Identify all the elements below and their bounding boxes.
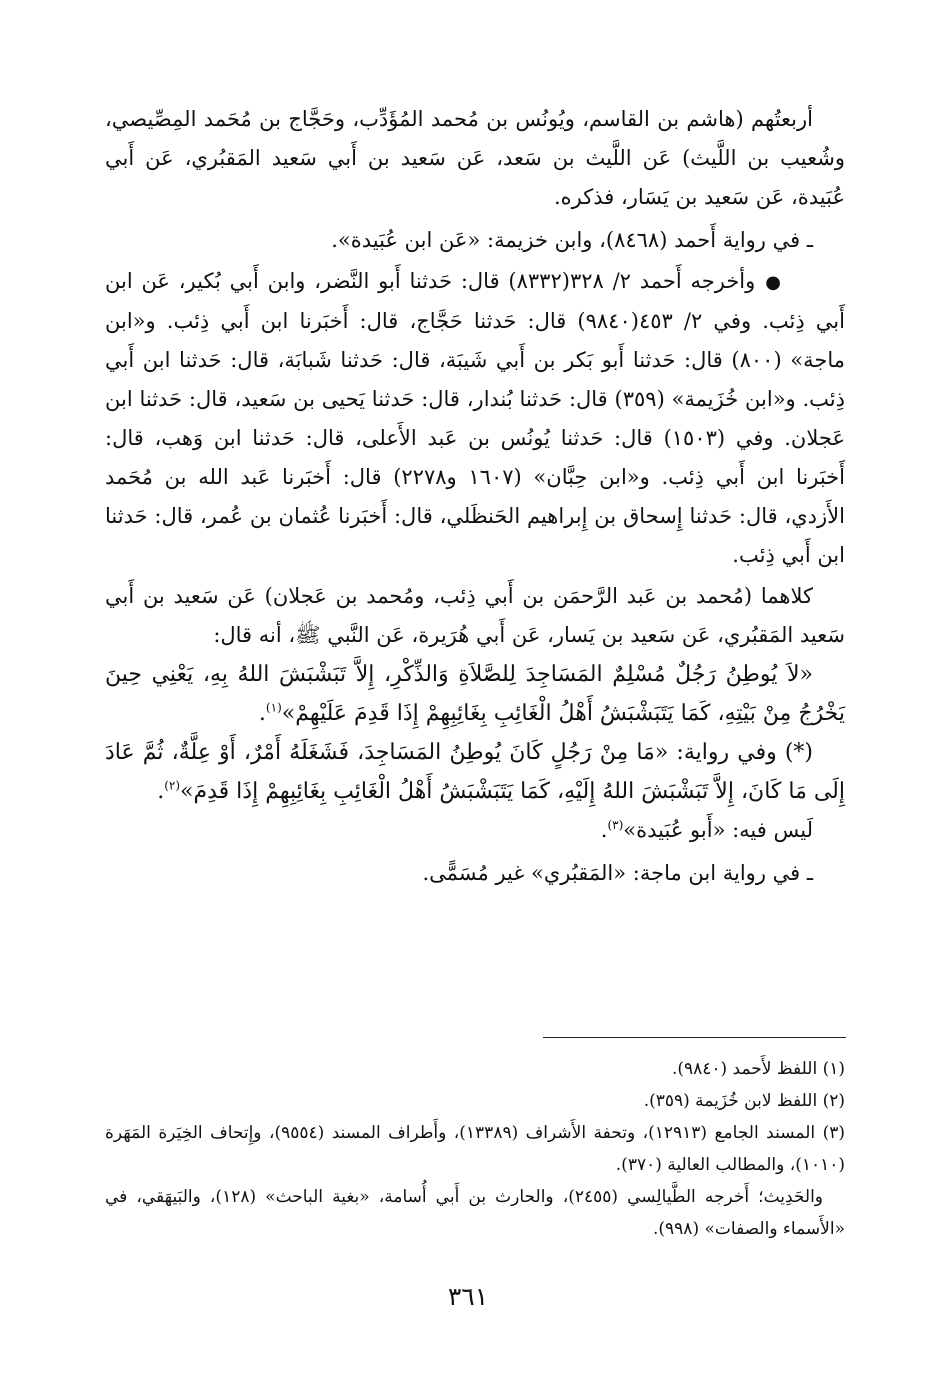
bullet-icon: ●: [765, 272, 781, 293]
paragraph-ibn-majah-variant: ـ في رواية ابن ماجة: «المَقبُري» غير مُسَمًّى.: [422, 861, 813, 885]
footnote-separator: [543, 1037, 846, 1038]
main-text: [105, 100, 845, 893]
footnote-ref-3: (٣): [607, 818, 624, 832]
paragraph-takhrij-text: وأخرجه أَحمد ٢/ ٣٢٨(٨٣٣٢) قال: حَدثنا أَبو النَّضر، وابن أَبي بُكير، عَن ابن أَبي ذِئب. وفي ٢/ ٤٥٣(٩٨٤٠) قال: حَدثنا حَجَّاج، قال: أَخبَرنا ابن أَبي ذِئب. و«ابن ماجة» (٨٠٠) قال: حَدثنا أَبو بَكر بن أَبي شَيبَة، قال: حَدثنا شَبابَة، قال: حَدثنا ابن أَبي ذِئب. و«ابن خُزَيمة» (٣٥٩) قال: حَدثنا بُندار، قال: حَدثنا يَحيى بن سَعيد، قال: حَدثنا ابن عَجلان. وفي (١٥٠٣) قال: حَدثنا يُونُس بن عَبد الأَعلى، قال: حَدثنا ابن وَهب، قال: أَخبَرنا ابن أَبي ذِئب. و«ابن حِبَّان» (١٦٠٧ و٢٢٧٨) قال: أَخبَرنا عَبد الله بن مُحَمد الأَزدي، قال: حَدثنا إِسحاق بن إِبراهيم الحَنظَلي، قال: أَخبَرنا عُثمان بن عُمر، قال: حَدثنا ابن أَبي ذِئب.: [105, 269, 845, 567]
footnotes: [105, 1053, 845, 1245]
footnote-ref-2: (٢): [164, 778, 181, 793]
other-narration-period: .: [157, 779, 165, 804]
footnote-3-continuation: والحَدِيث؛ أَخرجه الطَّيالِسي (٢٤٥٥)، والحارث بن أَبي أُسامة، «بغية الباحث» (١٢٨)، والبَيهَقي، في «الأَسماء والصفات» (٩٩٨).: [105, 1187, 845, 1239]
paragraph-not-included: [105, 811, 845, 850]
paragraph-chain: أربعتُهم (هاشم بن القاسم، ويُونُس بن مُحمد المُؤَدِّب، وحَجَّاج بن مُحَمد المِصِّيصي، وشُعيب بن اللَّيث) عَن اللَّيث بن سَعد، عَن سَعيد بن أَبي سَعيد المَقبُري، عَن أَبي عُبَيدة، عَن سَعيد بن يَسَار، فذكره.: [105, 107, 845, 209]
footnote-ref-1: (١): [265, 700, 282, 715]
paragraph-both-narrators: كلاهما (مُحمد بن عَبد الرَّحمَن بن أَبي ذِئب، ومُحمد بن عَجلان) عَن سَعيد بن أَبي سَعيد المَقبُري، عَن سَعيد بن يَسار، عَن أَبي هُرَيرة، عَن النَّبي ﷺ، أنه قال:: [105, 584, 845, 647]
footnote-1: (١) اللفظ لأَحمد (٩٨٤٠).: [671, 1059, 845, 1079]
not-included-text: لَيس فيه: «أَبو عُبَيدة»: [623, 818, 813, 842]
paragraph-hadith-text: [105, 655, 845, 733]
other-narration-text: (*) وفي رواية: «مَا مِنْ رَجُلٍ كَانَ يُوطِنُ المَسَاجِدَ، فَشَغَلَهُ أَمْرٌ، أَوْ عِلَّةٌ، ثُمَّ عَادَ إِلَى مَا كَانَ، إِلاَّ تَبَشْبَشَ اللهُ إِلَيْهِ، كَمَا يَتَبَشْبَشُ أَهْلُ الْغَائِبِ بِغَائِبِهِمْ إِذَا قَدِمَ»: [105, 740, 845, 804]
hadith-text: «لاَ يُوطِنُ رَجُلٌ مُسْلِمٌ المَسَاجِدَ لِلصَّلاَةِ وَالذِّكْرِ، إِلاَّ تَبَشْبَشَ اللهُ بِهِ، يَعْنِي حِينَ يَخْرُجُ مِنْ بَيْتِهِ، كَمَا يَتَبَشْبَشُ أَهْلُ الْغَائِبِ بِغَائِبِهِمْ إِذَا قَدِمَ عَلَيْهِمْ»: [105, 662, 845, 726]
paragraph-takhrij: [105, 262, 845, 575]
not-included-period: .: [600, 818, 608, 842]
page-number: ٣٦١: [447, 1282, 489, 1311]
footnote-2: (٢) اللفظ لابن خُزَيمة (٣٥٩).: [643, 1091, 845, 1111]
paragraph-ahmad-variant: ـ في رواية أَحمد (٨٤٦٨)، وابن خزيمة: «عَن ابن عُبَيدة».: [331, 228, 813, 252]
paragraph-other-narration: [105, 733, 845, 811]
hadith-period: .: [258, 701, 266, 726]
footnote-3: (٣) المسند الجامع (١٢٩١٣)، وتحفة الأَشراف (١٣٣٨٩)، وأَطراف المسند (٩٥٥٤)، وإِتحاف الخِيَرة المَهَرة (١٠١٠)، والمطالب العالية (٣٧٠).: [105, 1123, 846, 1175]
